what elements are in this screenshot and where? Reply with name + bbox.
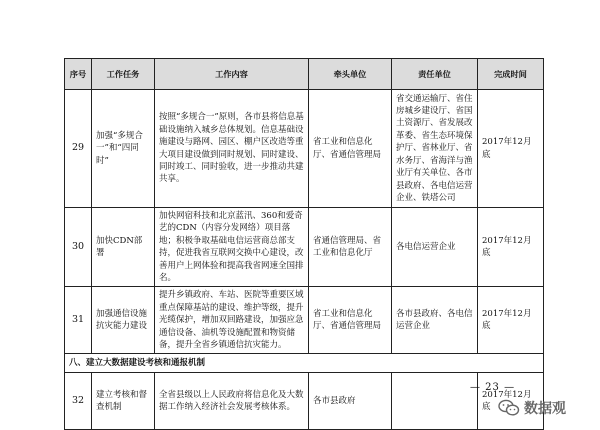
header-cell: 工作内容 xyxy=(155,59,309,90)
work-content: 加快网宿科技和北京蓝汛、360和爱奇艺的CDN（内容分发网络）项目落地；积极争取基础电信运营商总部支持，促进我省互联网交换中心建设，改善用户上网体验和提高我省网速全国排名。 xyxy=(155,208,309,287)
responsible-unit: 各市县政府、各电信运营企业 xyxy=(392,287,478,354)
task-table xyxy=(64,58,544,430)
responsible-unit xyxy=(392,373,478,430)
wechat-icon xyxy=(498,399,520,417)
table-row xyxy=(65,208,544,287)
row-number: 29 xyxy=(65,90,92,208)
table-row xyxy=(65,90,544,208)
work-content: 提升乡镇政府、车站、医院等重要区域重点保障基站的建设、维护等级，提升光缆保护，增加双回路建设，加强应急通信设备、油机等设施配置和物资储备，提升全省乡镇通信抗灾能力。 xyxy=(155,287,309,354)
header-cell: 牵头单位 xyxy=(309,59,392,90)
header-cell: 序号 xyxy=(65,59,92,90)
work-content: 按照“多规合一”原则，各市县将信息基础设施纳入城乡总体规划。信息基础设施建设与路网、园区、棚户区改造等重大项目建设做到同时规划、同时建设、同时竣工、同时验收，进一步推动共建共享。 xyxy=(155,90,309,208)
work-task: 建立考核和督查机制 xyxy=(92,373,155,430)
responsible-unit: 各电信运营企业 xyxy=(392,208,478,287)
table-row xyxy=(65,287,544,354)
watermark xyxy=(498,398,566,418)
responsible-unit: 省交通运输厅、省住房城乡建设厅、省国土资源厅、省发展改革委、省生态环境保护厅、省林业厅、省水务厅、省海洋与渔业厅有关单位、各市县政府、各电信运营企业、铁塔公司 xyxy=(392,90,478,208)
section-row xyxy=(65,354,544,373)
page-number: — 23 — xyxy=(470,382,516,393)
lead-unit: 各市县政府 xyxy=(309,373,392,430)
table-header-row xyxy=(65,59,544,90)
watermark-text: 数据观 xyxy=(524,401,566,417)
completion-time: 2017年12月底 xyxy=(478,90,544,208)
work-task: 加强通信设施抗灾能力建设 xyxy=(92,287,155,354)
section-heading: 八、建立大数据建设考核和通报机制 xyxy=(65,354,544,373)
lead-unit: 省通信管理局、省工业和信息化厅 xyxy=(309,208,392,287)
work-task: 加强“多规合一”和“四同时” xyxy=(92,90,155,208)
lead-unit: 省工业和信息化厅、省通信管理局 xyxy=(309,90,392,208)
lead-unit: 省工业和信息化厅、省通信管理局 xyxy=(309,287,392,354)
completion-time: 2017年12月底 xyxy=(478,208,544,287)
row-number: 31 xyxy=(65,287,92,354)
completion-time: 2017年12月底 xyxy=(478,287,544,354)
header-cell: 责任单位 xyxy=(392,59,478,90)
row-number: 32 xyxy=(65,373,92,430)
document-sheet xyxy=(64,58,544,430)
work-content: 全省县级以上人民政府将信息化及大数据工作纳入经济社会发展考核体系。 xyxy=(155,373,309,430)
completion-time: 2017年12月底 xyxy=(478,373,544,430)
header-cell: 工作任务 xyxy=(92,59,155,90)
row-number: 30 xyxy=(65,208,92,287)
work-task: 加快CDN部署 xyxy=(92,208,155,287)
header-cell: 完成时间 xyxy=(478,59,544,90)
